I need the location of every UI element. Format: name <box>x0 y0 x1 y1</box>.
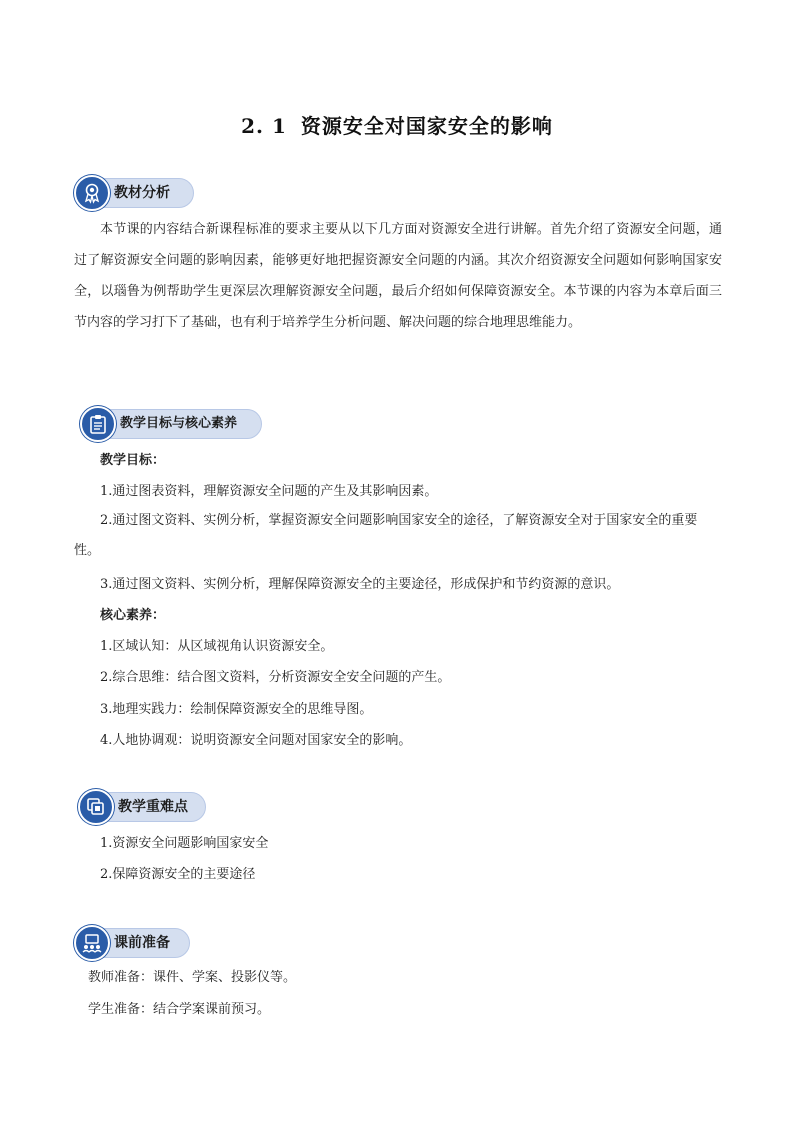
list-item: 1.区域认知：从区域视角认识资源安全。 <box>100 639 334 654</box>
list-item: 1.资源安全问题影响国家安全 <box>100 836 269 851</box>
section-heading-label: 教学重难点 <box>118 799 188 815</box>
list-item: 1.通过图表资料，理解资源安全问题的产生及其影响因素。 <box>100 484 438 499</box>
list-item: 4.人地协调观：说明资源安全问题对国家安全的影响。 <box>100 733 412 748</box>
group-presentation-icon <box>74 925 110 961</box>
section-number: 2. 1 <box>241 114 287 138</box>
teaching-goals-label: 教学目标： <box>100 453 166 468</box>
list-item: 2.通过图文资料、实例分析，掌握资源安全问题影响国家安全的途径，了解资源安全对于国家安全的重要性。 <box>74 513 698 558</box>
list-item: 2.综合思维：结合图文资料，分析资源安全安全问题的产生。 <box>100 670 451 685</box>
clipboard-icon <box>80 406 116 442</box>
section-title: 资源安全对国家安全的影响 <box>300 114 553 138</box>
list-item: 2.保障资源安全的主要途径 <box>100 867 256 882</box>
core-literacy-label: 核心素养： <box>100 608 166 623</box>
list-item: 3.地理实践力：绘制保障资源安全的思维导图。 <box>100 702 373 717</box>
section-heading-goals <box>80 409 262 439</box>
section-heading-key-points <box>78 792 206 822</box>
analysis-paragraph: 本节课的内容结合新课程标准的要求主要从以下几方面对资源安全进行讲解。首先介绍了资源安全问题，通过了解资源安全问题的影响因素，能够更好地把握资源安全问题的内涵。其次介绍资源安全问题如何影响国家安全，以瑙鲁为例帮助学生更深层次理解资源安全问题，最后介绍如何保障资源安全。本节课的内容为本章后面三节内容的学习打下了基础，也有利于培养学生分析问题、解决问题的综合地理思维能力。 <box>74 222 722 330</box>
award-ribbon-icon <box>74 175 110 211</box>
page-title <box>0 110 794 139</box>
list-item: 3.通过图文资料、实例分析，理解保障资源安全的主要途径，形成保护和节约资源的意识。 <box>100 577 620 592</box>
section-heading-label: 教材分析 <box>114 185 170 201</box>
section-heading-label: 教学目标与核心素养 <box>120 416 238 431</box>
section-heading-preparation <box>74 928 190 958</box>
section-heading-analysis <box>74 178 194 208</box>
list-item: 教师准备：课件、学案、投影仪等。 <box>88 970 297 985</box>
section-heading-label: 课前准备 <box>114 935 170 951</box>
stacked-cards-icon <box>78 789 114 825</box>
list-item: 学生准备：结合学案课前预习。 <box>88 1002 271 1017</box>
